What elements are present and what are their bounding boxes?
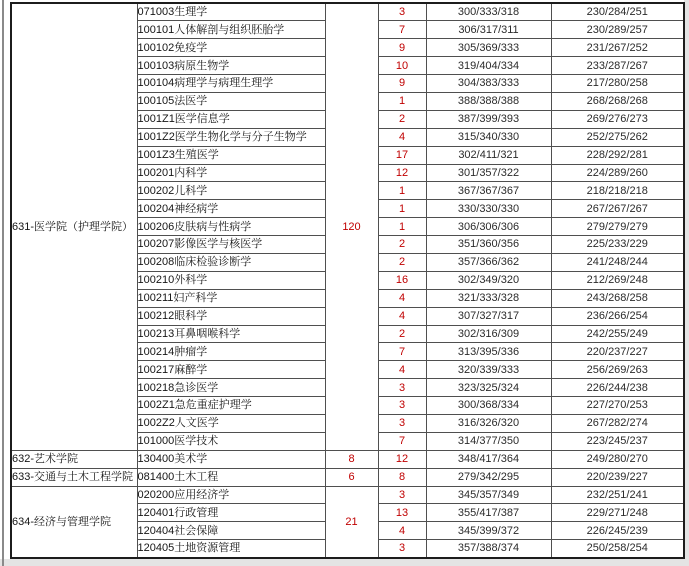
score1-cell: 345/357/349 bbox=[426, 486, 551, 504]
table-row bbox=[11, 3, 684, 21]
major-cell: 100208临床检验诊断学 bbox=[137, 253, 325, 271]
table-row bbox=[11, 450, 684, 468]
major-cell: 120404社会保障 bbox=[137, 522, 325, 540]
count-cell: 1 bbox=[378, 182, 426, 200]
table-row bbox=[11, 486, 684, 504]
score1-cell: 305/369/333 bbox=[426, 39, 551, 57]
score1-cell: 313/395/336 bbox=[426, 343, 551, 361]
score1-cell: 351/360/356 bbox=[426, 236, 551, 254]
score2-cell: 268/268/268 bbox=[551, 92, 684, 110]
count-cell: 9 bbox=[378, 75, 426, 93]
count-cell: 1 bbox=[378, 218, 426, 236]
major-cell: 100101人体解剖与组织胚胎学 bbox=[137, 21, 325, 39]
count-cell: 12 bbox=[378, 450, 426, 468]
major-cell: 100202儿科学 bbox=[137, 182, 325, 200]
count-cell: 1 bbox=[378, 200, 426, 218]
score1-cell: 300/333/318 bbox=[426, 3, 551, 21]
major-cell: 100105法医学 bbox=[137, 92, 325, 110]
score2-cell: 228/292/281 bbox=[551, 146, 684, 164]
college-name-cell: 632-艺术学院 bbox=[11, 450, 137, 468]
score2-cell: 250/258/254 bbox=[551, 540, 684, 558]
count-cell: 2 bbox=[378, 110, 426, 128]
score1-cell: 367/367/367 bbox=[426, 182, 551, 200]
count-cell: 1 bbox=[378, 92, 426, 110]
count-cell: 7 bbox=[378, 343, 426, 361]
count-cell: 7 bbox=[378, 21, 426, 39]
score2-cell: 226/244/238 bbox=[551, 379, 684, 397]
score2-cell: 233/287/267 bbox=[551, 57, 684, 75]
count-cell: 4 bbox=[378, 522, 426, 540]
score1-cell: 302/349/320 bbox=[426, 271, 551, 289]
table-row bbox=[11, 468, 684, 486]
count-cell: 2 bbox=[378, 236, 426, 254]
major-cell: 130400美术学 bbox=[137, 450, 325, 468]
score2-cell: 249/280/270 bbox=[551, 450, 684, 468]
major-cell: 100207影像医学与核医学 bbox=[137, 236, 325, 254]
admission-score-table bbox=[10, 2, 685, 559]
major-cell: 100213耳鼻咽喉科学 bbox=[137, 325, 325, 343]
score1-cell: 315/340/330 bbox=[426, 128, 551, 146]
score2-cell: 252/275/262 bbox=[551, 128, 684, 146]
major-cell: 100201内科学 bbox=[137, 164, 325, 182]
score2-cell: 230/284/251 bbox=[551, 3, 684, 21]
count-cell: 16 bbox=[378, 271, 426, 289]
score2-cell: 256/269/263 bbox=[551, 361, 684, 379]
college-name-cell: 631-医学院（护理学院） bbox=[11, 3, 137, 450]
major-cell: 100206皮肤病与性病学 bbox=[137, 218, 325, 236]
score2-cell: 232/251/241 bbox=[551, 486, 684, 504]
score1-cell: 355/417/387 bbox=[426, 504, 551, 522]
major-cell: 1002Z1急危重症护理学 bbox=[137, 397, 325, 415]
score2-cell: 226/245/239 bbox=[551, 522, 684, 540]
score2-cell: 231/267/252 bbox=[551, 39, 684, 57]
table-sheet bbox=[10, 2, 685, 559]
count-cell: 3 bbox=[378, 486, 426, 504]
score1-cell: 314/377/350 bbox=[426, 432, 551, 450]
quota-cell: 120 bbox=[325, 3, 378, 450]
major-cell: 100102免疫学 bbox=[137, 39, 325, 57]
major-cell: 101000医学技术 bbox=[137, 432, 325, 450]
score1-cell: 323/325/324 bbox=[426, 379, 551, 397]
major-cell: 081400土木工程 bbox=[137, 468, 325, 486]
count-cell: 10 bbox=[378, 57, 426, 75]
major-cell: 1002Z2人文医学 bbox=[137, 414, 325, 432]
score2-cell: 220/239/227 bbox=[551, 468, 684, 486]
outer-left-border bbox=[2, 0, 4, 566]
score2-cell: 242/255/249 bbox=[551, 325, 684, 343]
major-cell: 020200应用经济学 bbox=[137, 486, 325, 504]
major-cell: 1001Z1医学信息学 bbox=[137, 110, 325, 128]
score1-cell: 306/317/311 bbox=[426, 21, 551, 39]
count-cell: 3 bbox=[378, 379, 426, 397]
score1-cell: 388/388/388 bbox=[426, 92, 551, 110]
major-cell: 1001Z3生殖医学 bbox=[137, 146, 325, 164]
major-cell: 100211妇产科学 bbox=[137, 289, 325, 307]
score1-cell: 330/330/330 bbox=[426, 200, 551, 218]
score2-cell: 225/233/229 bbox=[551, 236, 684, 254]
score2-cell: 279/279/279 bbox=[551, 218, 684, 236]
major-cell: 1001Z2医学生物化学与分子生物学 bbox=[137, 128, 325, 146]
count-cell: 3 bbox=[378, 397, 426, 415]
score2-cell: 267/282/274 bbox=[551, 414, 684, 432]
count-cell: 12 bbox=[378, 164, 426, 182]
count-cell: 2 bbox=[378, 325, 426, 343]
score1-cell: 316/326/320 bbox=[426, 414, 551, 432]
score2-cell: 229/271/248 bbox=[551, 504, 684, 522]
count-cell: 4 bbox=[378, 307, 426, 325]
major-cell: 100217麻醉学 bbox=[137, 361, 325, 379]
count-cell: 17 bbox=[378, 146, 426, 164]
count-cell: 9 bbox=[378, 39, 426, 57]
quota-cell: 21 bbox=[325, 486, 378, 558]
quota-cell: 6 bbox=[325, 468, 378, 486]
count-cell: 4 bbox=[378, 289, 426, 307]
major-cell: 100204神经病学 bbox=[137, 200, 325, 218]
score2-cell: 217/280/258 bbox=[551, 75, 684, 93]
major-cell: 120401行政管理 bbox=[137, 504, 325, 522]
score1-cell: 320/339/333 bbox=[426, 361, 551, 379]
score2-cell: 267/267/267 bbox=[551, 200, 684, 218]
major-cell: 100210外科学 bbox=[137, 271, 325, 289]
quota-cell: 8 bbox=[325, 450, 378, 468]
count-cell: 7 bbox=[378, 432, 426, 450]
score1-cell: 345/399/372 bbox=[426, 522, 551, 540]
count-cell: 2 bbox=[378, 253, 426, 271]
score2-cell: 269/276/273 bbox=[551, 110, 684, 128]
major-cell: 120405土地资源管理 bbox=[137, 540, 325, 558]
score1-cell: 357/388/374 bbox=[426, 540, 551, 558]
score2-cell: 220/237/227 bbox=[551, 343, 684, 361]
college-name-cell: 633-交通与土木工程学院 bbox=[11, 468, 137, 486]
major-cell: 100104病理学与病理生理学 bbox=[137, 75, 325, 93]
score1-cell: 304/383/333 bbox=[426, 75, 551, 93]
score1-cell: 348/417/364 bbox=[426, 450, 551, 468]
score1-cell: 302/411/321 bbox=[426, 146, 551, 164]
score1-cell: 300/368/334 bbox=[426, 397, 551, 415]
college-name-cell: 634-经济与管理学院 bbox=[11, 486, 137, 558]
count-cell: 4 bbox=[378, 361, 426, 379]
major-cell: 100214肿瘤学 bbox=[137, 343, 325, 361]
score1-cell: 321/333/328 bbox=[426, 289, 551, 307]
major-cell: 100218急诊医学 bbox=[137, 379, 325, 397]
score1-cell: 357/366/362 bbox=[426, 253, 551, 271]
score2-cell: 230/289/257 bbox=[551, 21, 684, 39]
count-cell: 4 bbox=[378, 128, 426, 146]
count-cell: 3 bbox=[378, 414, 426, 432]
score2-cell: 243/268/258 bbox=[551, 289, 684, 307]
score2-cell: 224/289/260 bbox=[551, 164, 684, 182]
score1-cell: 319/404/334 bbox=[426, 57, 551, 75]
count-cell: 3 bbox=[378, 540, 426, 558]
major-cell: 100212眼科学 bbox=[137, 307, 325, 325]
score1-cell: 306/306/306 bbox=[426, 218, 551, 236]
score1-cell: 387/399/393 bbox=[426, 110, 551, 128]
score1-cell: 279/342/295 bbox=[426, 468, 551, 486]
major-cell: 071003生理学 bbox=[137, 3, 325, 21]
major-cell: 100103病原生物学 bbox=[137, 57, 325, 75]
score1-cell: 302/316/309 bbox=[426, 325, 551, 343]
score2-cell: 223/245/237 bbox=[551, 432, 684, 450]
score2-cell: 236/266/254 bbox=[551, 307, 684, 325]
count-cell: 13 bbox=[378, 504, 426, 522]
score2-cell: 227/270/253 bbox=[551, 397, 684, 415]
score2-cell: 218/218/218 bbox=[551, 182, 684, 200]
score2-cell: 212/269/248 bbox=[551, 271, 684, 289]
count-cell: 8 bbox=[378, 468, 426, 486]
count-cell: 3 bbox=[378, 3, 426, 21]
score2-cell: 241/248/244 bbox=[551, 253, 684, 271]
score1-cell: 307/327/317 bbox=[426, 307, 551, 325]
score1-cell: 301/357/322 bbox=[426, 164, 551, 182]
